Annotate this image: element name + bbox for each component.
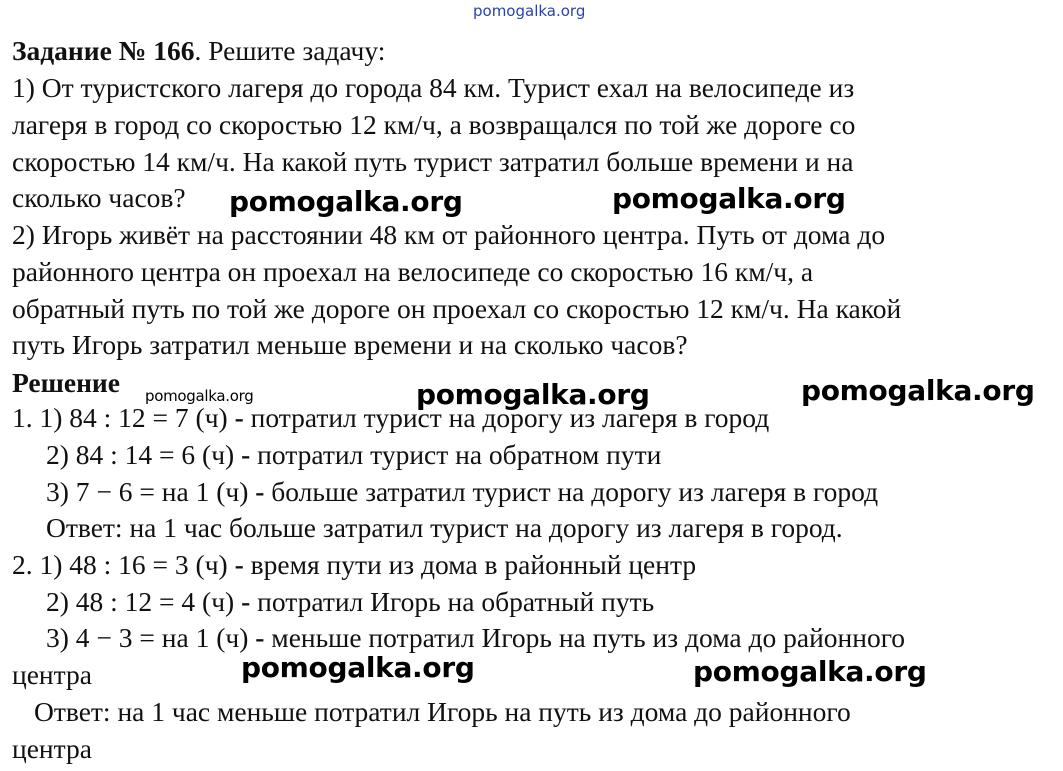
watermark: pomogalka.org xyxy=(145,387,254,405)
problem1-line: 1) От туристского лагеря до города 84 км. Турист ехал на велосипеде из xyxy=(12,72,855,103)
problem1-line: скоростью 14 км/ч. На какой путь турист затратил больше времени и на xyxy=(12,146,854,177)
problem2-line: районного центра он проехал на велосипеде со скоростью 16 км/ч, а xyxy=(12,256,814,287)
task-number: Задание № 166 xyxy=(12,35,195,66)
step-calc: 2) 84 : 14 = 6 (ч) xyxy=(46,439,235,470)
answer1: Ответ: на 1 час больше затратил турист на дорогу из лагеря в город. xyxy=(46,512,843,543)
watermark: pomogalka.org xyxy=(693,655,927,688)
solution2-continuation: центра xyxy=(12,659,92,690)
task-instruction: . Решите задачу: xyxy=(194,35,386,66)
solution1-step xyxy=(12,400,769,436)
step-dash: - xyxy=(248,476,272,507)
watermark: pomogalka.org xyxy=(801,374,1035,407)
solution1-step xyxy=(46,437,661,473)
step-dash: - xyxy=(234,586,258,617)
step-dash: - xyxy=(248,622,272,653)
step-dash: - xyxy=(227,402,251,433)
answer2-line: центра xyxy=(12,733,92,764)
step-calc: 3) 4 − 3 = на 1 (ч) xyxy=(46,622,249,653)
watermark-top: pomogalka.org xyxy=(473,2,586,20)
step-calc: 1. 1) 84 : 12 = 7 (ч) xyxy=(12,402,228,433)
problem1-line: сколько часов? xyxy=(12,182,186,213)
answer2-line: Ответ: на 1 час меньше потратил Игорь на путь из дома до районного xyxy=(34,696,851,727)
solution2-step xyxy=(46,584,654,620)
watermark: pomogalka.org xyxy=(229,185,463,218)
step-dash: - xyxy=(234,439,258,470)
step-calc: 2. 1) 48 : 16 = 3 (ч) xyxy=(12,549,228,580)
problem1-line: лагеря в город со скоростью 12 км/ч, а возвращался по той же дороге со xyxy=(12,109,856,140)
watermark: pomogalka.org xyxy=(241,651,475,684)
step-text: меньше потратил Игорь на путь из дома до районного xyxy=(271,622,906,653)
step-dash: - xyxy=(227,549,251,580)
step-text: больше затратил турист на дорогу из лагеря в город xyxy=(271,476,879,507)
step-text: потратил Игорь на обратный путь xyxy=(257,586,655,617)
step-text: потратил турист на дорогу из лагеря в город xyxy=(250,402,770,433)
task-title xyxy=(12,33,385,69)
step-text: время пути из дома в районный центр xyxy=(250,549,697,580)
solution-heading: Решение xyxy=(12,367,120,398)
watermark: pomogalka.org xyxy=(416,378,650,411)
step-text: потратил турист на обратном пути xyxy=(257,439,662,470)
problem2-line: путь Игорь затратил меньше времени и на сколько часов? xyxy=(12,329,688,360)
step-calc: 3) 7 − 6 = на 1 (ч) xyxy=(46,476,249,507)
problem2-line: обратный путь по той же дороге он проехал со скоростью 12 км/ч. На какой xyxy=(12,293,902,324)
solution2-step xyxy=(46,620,905,656)
watermark: pomogalka.org xyxy=(612,182,846,215)
problem2-line: 2) Игорь живёт на расстоянии 48 км от районного центра. Путь от дома до xyxy=(12,219,886,250)
step-calc: 2) 48 : 12 = 4 (ч) xyxy=(46,586,235,617)
solution2-step xyxy=(12,547,696,583)
solution1-step xyxy=(46,474,878,510)
